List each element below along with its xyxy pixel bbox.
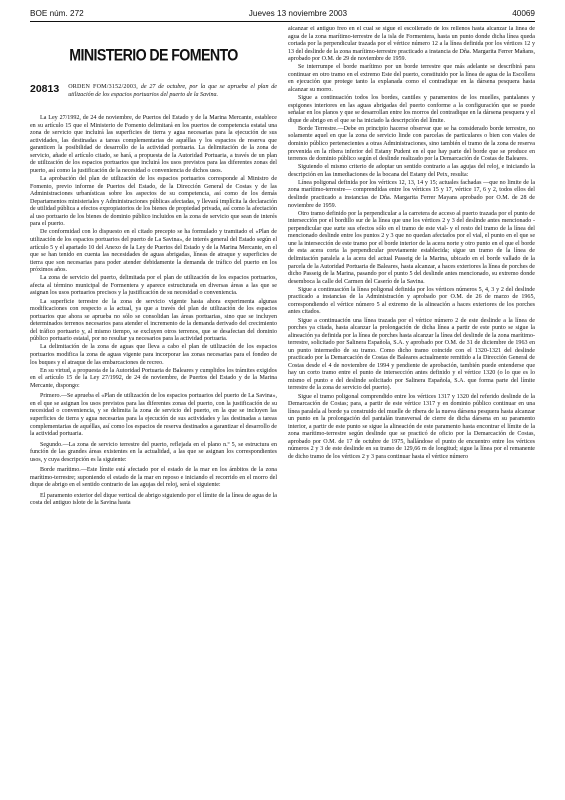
paragraph: Línea poligonal definida por los vértices 12, 13, 14 y 15; actuales fachadas —que no limite de la zona marítimo-terrestre— comprendidas entre los vértices 15 y 17, vértice 17, 6 y 2, todos ellos del deslinde practicado a instancias de Dña. Margarita Ferrer Mayans aprobado por O.M. de 28 de noviembre de 1959. bbox=[288, 179, 535, 209]
paragraph: El paramento exterior del dique vertical de abrigo siguiendo por el límite de la línea de agua de la costa del antiguo islote de la Savina hasta bbox=[30, 492, 277, 507]
order-number: 20813 bbox=[30, 83, 60, 95]
ministry-heading: MINISTERIO DE FOMENTO bbox=[69, 46, 238, 66]
header-page-number: 40069 bbox=[512, 9, 535, 18]
paragraph: alcanzar el antiguo freo en el cual se sigue el escollerado de los rellenos hasta alcanzar la línea de agua de la zona marítimo-terrestre de la isla de Formentera, hasta un punto donde dicha línea queda cortada por la perpendicular trazada por el vértice número 12 a la línea definida por los vértices 12 y 13 del deslinde de la zona marítimo-terrestre practicado a instancia de Dña. Margarita Ferrer Mañans, aprobado por O.M. de 29 de noviembre de 1959. bbox=[288, 26, 535, 63]
order-title-text: de 27 de octubre, por la que se aprueba el plan de utilización de los espacios portuarios del puerto de la Savina. bbox=[68, 84, 277, 98]
paragraph: La superficie terrestre de la zona de servicio vigente hasta ahora experimenta algunas modificaciones con respecto a la actual, ya que a través del plan de utilización de los espacios portuarios que ahora se aprueba no sólo se consolidan las áreas portuarias, sino que se incluyen determinados terrenos necesarios para atender el incremento de la demanda derivado del crecimiento del tráfico portuario y, al mismo tiempo, se excluyen otros terrenos, que se desafectan del dominio público portuario estatal, por no resultar ya necesarios para la actividad portuaria. bbox=[30, 298, 277, 343]
paragraph: Otro tramo definido por la perpendicular a la carretera de acceso al puerto trazada por el punto de intersección por el bordillo sur de la línea que une los vértices 2 y 3 del deslinde antes mencionado -perpendicular que surte sus efectos sólo en el tramo de este vial- y el resto del tramo de la línea del mencionado deslinde entre los puntos 2 y 3 que no quedan afectados por el vial, el punto en el que se une la intersección de este tramo por el borde interior de la acera norte y otro punto en el que el borde de esta acera corta la perpendicular previamente establecida; sigue un tramo de la línea de delimitación paralela a la acera del actual Passeig de la Marina, ubicado en el borde vallado de la parcela de la Autoridad Portuaria de Baleares, hasta alcanzar, a haces exteriores la línea de porches de dicho Passeig de la Marina, pasando por el punto 5 del deslinde antes mencionado, su extremo donde desemboca la calle del Carmen del Caserío de la Savina. bbox=[288, 210, 535, 285]
paragraph: De conformidad con lo dispuesto en el citado precepto se ha formulado y tramitado el «Plan de utilización de los espacios portuarios del puerto de La Savina», de interés general del Estado según el artículo 5 y el apartado 10 del Anexo de la Ley de Puertos del Estado y de la Marina Mercante, en el que se han tenido en cuenta las necesidades de aguas abrigadas, líneas de atraque y superficies de tierra que son necesarias para poder atender debidamente la demanda de tráfico del puerto en los próximos años. bbox=[30, 229, 277, 274]
order-heading bbox=[30, 84, 277, 99]
paragraph: La zona de servicio del puerto, delimitada por el plan de utilización de los espacios portuarios, afecta al término municipal de Formentera y aparece estructurada en diversas áreas a las que se asignan los usos portuarios precisos y la justificación de su necesidad o conveniencia. bbox=[30, 275, 277, 297]
paragraph: Sigue a continuación una línea trazada por el vértice número 2 de este deslinde a la línea de porches ya citada, hasta alcanzar la prolongación de dicha línea a partir de este punto se sigue la alineación ya definida por la línea de porches hasta alcanzar la línea del deslinde de la zona marítimo-terrestre, solicitado por Salinera Española, S.A. y aprobado por O.M. de 31 de diciembre de 1963 en un punto intermedio de su tramo. Como dicho tramo coincide con el 1320-1321 del deslinde practicado por la Demarcación de Costas de Baleares actualmente remitido a la Dirección General de Costas desde el 4 de noviembre de 1994 y pendiente de aprobación, también puede entenderse que hay un corto tramo entre el punto de intersección antes definido y el vértice 1320 (o lo que es lo mismo el punto e del deslinde solicitado por Salinera Española, S.A. que forma parte del límite terrestre de la zona de servicio del puerto). bbox=[288, 317, 535, 392]
paragraph: La aprobación del plan de utilización de los espacios portuarios corresponde al Ministro de Fomento, previo informe de Puertos del Estado, de la Dirección General de Costas y de las Administraciones urbanísticas sobre los aspectos de su competencia, así como de los demás Departamentos ministeriales y Administraciones públicas afectadas, y llevará implícita la declaración de utilidad pública a efectos expropiatorios de los bienes de propiedad privada, así como la afectación al uso portuario de los bienes de dominio público incluidos en la zona de servicio que sean de interés para el puerto. bbox=[30, 176, 277, 228]
paragraph: Segundo.—La zona de servicio terrestre del puerto, reflejada en el plano n.º 5, se estructura en función de las grandes áreas existentes en la actualidad, a las que se asignan los correspondientes usos, y cuya descripción es la siguiente: bbox=[30, 441, 277, 463]
page-header bbox=[30, 6, 535, 22]
order-title bbox=[68, 84, 277, 99]
paragraph: Sigue el tramo poligonal comprendido entre los vértices 1317 y 1320 del referido deslinde de la Demarcación de Costas; para, a partir de este vértice 1317 y en dominio público continuar en una línea paralela al borde ya construido del muelle de ribera de la nueva dársena pesquera hasta alcanzar un punto en la prolongación del pantalán transversal de cierre de dicha dársena en su paramento interior, a partir de este punto se sigue la alineación de este paramento hasta encontrar el límite de la zona marítimo-terrestre según deslinde que se practicó de oficio por la Demarcación de Costas, aprobado por O.M. de 17 de octubre de 1975, hallándose el punto de encuentro entre los vértices números 2 y 3 de este deslinde en su tramo de 129,66 m de longitud; sigue la línea por el remanente de dicho tramo de los vértices 2 y 3 para continuar hasta el vértice número bbox=[288, 393, 535, 460]
right-column bbox=[288, 26, 535, 792]
paragraph: Sigue a continuación todos los bordes, cantiles y paramentos de los muelles, pantalanes y espigones interiores en las aguas abrigadas del puerto conforme a la configuración que se puede señalar en los planos y que se desarrollan entre los morros del contradique en la dársena pesquera y el dique de abrigo en el que se ha iniciado la descripción del límite. bbox=[288, 95, 535, 124]
paragraph: Borde Terrestre.—Debe en principio hacerse observar que se ha considerado borde terrestre, no solamente aquel en que la zona de servicio linde con parcelas de particulares o bien con viales de dominio público pertenecientes a otras Administraciones, sino también el tramo de la zona de reserva prevenida en la ribera inferior del Estany Pudent en el que hay parte del borde que se produce en terrenos de dominio público según el deslinde realizado por la Demarcación de Costas de Baleares. bbox=[288, 125, 535, 163]
header-issue: BOE núm. 272 bbox=[30, 9, 84, 18]
paragraph: Sigue a continuación la línea poligonal definida por los vértices números 5, 4, 3 y 2 del deslinde practicado a instancias de la Administración y aprobado por O.M. de 26 de marzo de 1965, correspondiendo el vértice número 5 al extremo de la alineación a haces exteriores de los porches antes citados. bbox=[288, 286, 535, 316]
paragraph: En su virtud, a propuesta de la Autoridad Portuaria de Baleares y cumplidos los trámites exigidos en el artículo 15 de la Ley 27/1992, de 24 de noviembre, de Puertos del Estado y de la Marina Mercante, dispongo: bbox=[30, 367, 277, 389]
paragraph: Borde marítimo.—Este límite está afectado por el estado de la mar en los ámbitos de la zona marítimo-terrestre; suponiendo el estado de la mar en reposo e iniciando el recorrido en el morro del dique de abrigo en el sentido contrario de las agujas del reloj, será el siguiente: bbox=[30, 467, 277, 489]
left-column bbox=[30, 26, 277, 792]
paragraph: La delimitación de la zona de aguas que lleva a cabo el plan de utilización de los espacios portuarios modifica la zona de aguas vigente para incorporar las zonas necesarias para el fondeo de los buques y el atraque de las embarcaciones de recreo. bbox=[30, 344, 277, 366]
body-columns bbox=[30, 26, 535, 792]
paragraph: Primero.—Se aprueba el «Plan de utilización de los espacios portuarios del puerto de La Savina», en el que se asignan los usos previstos para las diferentes zonas del puerto, con la justificación de su necesidad o conveniencia, y se delimita la zona de servicio del puerto, en la que se incluyen las superficies de tierra y agua necesarias para la ejecución de sus actividades y las destinadas a tareas complementarias de aquéllas, así como los espacios de reserva destinados a garantizar el desarrollo de la actividad portuaria. bbox=[30, 393, 277, 438]
paragraph: Siguiendo el mismo criterio de adoptar un sentido contrario a las agujas del reloj, e iniciando la descripción en las inmediaciones de la bocana del Estany del Peix, resulta: bbox=[288, 164, 535, 178]
order-lead: ORDEN FOM/3152/2003, bbox=[68, 84, 139, 90]
header-date: Jueves 13 noviembre 2003 bbox=[248, 9, 348, 18]
paragraph: La Ley 27/1992, de 24 de noviembre, de Puertos del Estado y de la Marina Mercante, establece en su artículo 15 que el Ministerio de Fomento delimitará en los puertos de competencia estatal una zona de servicio que incluirá las superficies de tierra y agua necesarias para la ejecución de sus actividades, las destinadas a tareas complementarias de aquéllas y los espacios de reserva que garanticen la posibilidad de desarrollo de la actividad portuaria. La delimitación de la zona de servicio, añade el artículo citado, se hará, a propuesta de la Autoridad Portuaria, a través de un plan de utilización de los espacios portuarios que incluirá los usos previstos para las diferentes zonas del puerto, así como la justificación de la necesidad o conveniencia de dichos usos. bbox=[30, 115, 277, 174]
paragraph: Se interrumpe el borde marítimo por un borde terrestre que más adelante se describirá para continuar en otro tramo en el extremo Este del puerto, constituido por la línea de agua de la Escollera en ejecución que protege tanto la explanada como el contradique en la dársena pesquera hasta alcanzar su morro. bbox=[288, 64, 535, 93]
